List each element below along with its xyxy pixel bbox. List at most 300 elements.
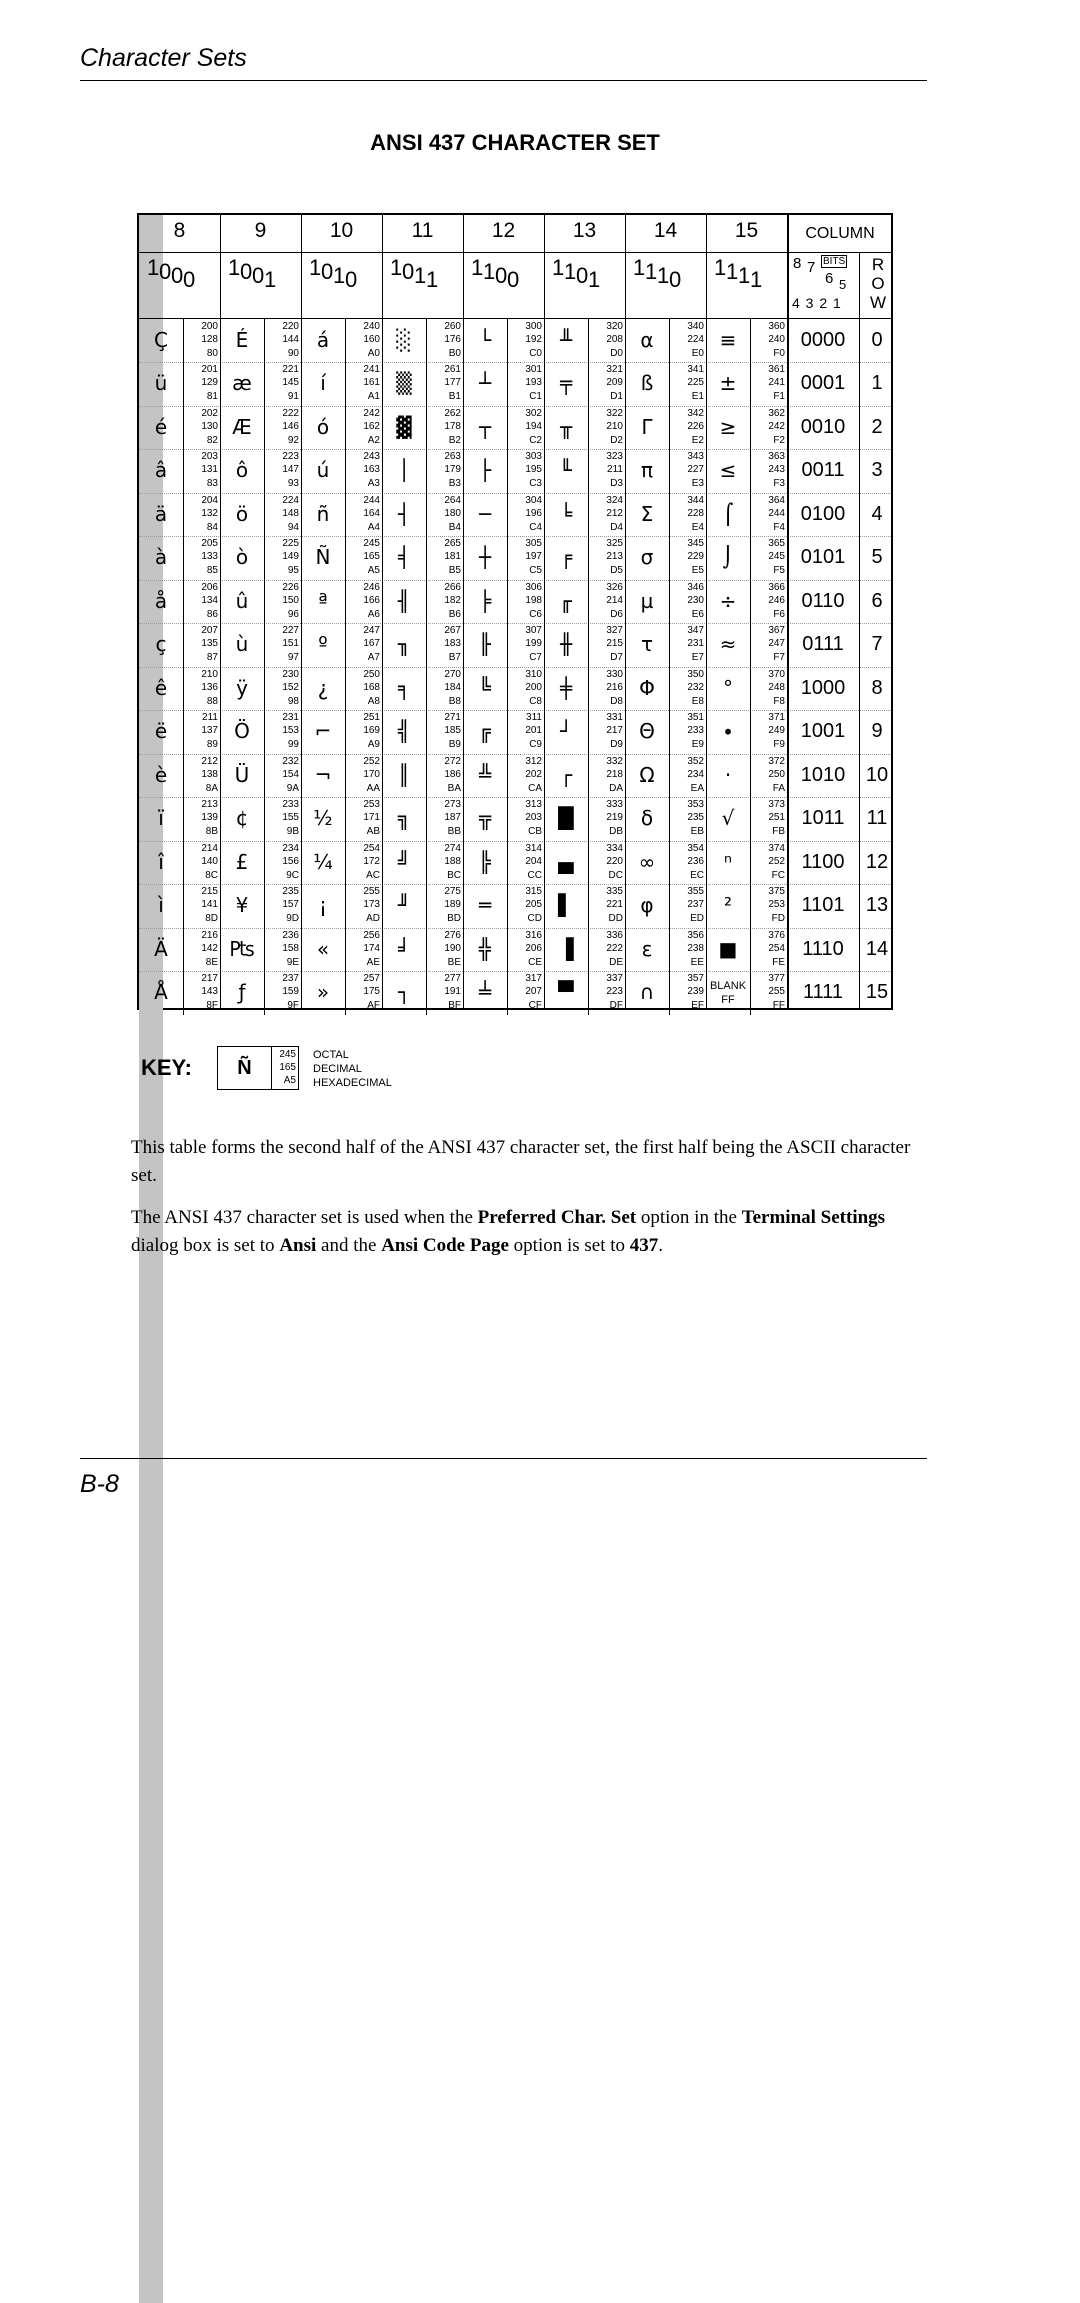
code-octal: 300 (525, 320, 542, 332)
code-octal: 272 (444, 755, 461, 767)
character-glyph: à (154, 545, 168, 569)
character-glyph: ² (723, 893, 733, 917)
code-hex: 91 (287, 391, 299, 402)
code-decimal: 211 (607, 464, 623, 475)
row-number: 4 (871, 502, 883, 525)
code-octal: 242 (363, 407, 380, 419)
row-bits: 0110 (801, 589, 845, 612)
code-octal: 327 (606, 625, 623, 636)
character-glyph: ∩ (639, 980, 655, 1004)
code-octal: 342 (687, 407, 704, 419)
row-number: 1 (871, 372, 883, 394)
code-decimal: 234 (687, 768, 704, 780)
character-glyph: Ñ (315, 545, 331, 569)
row-divider (139, 667, 891, 668)
character-glyph: ò (235, 545, 249, 569)
code-octal: 336 (606, 929, 623, 941)
code-hex: F9 (773, 739, 785, 750)
code-hex: BD (447, 913, 461, 924)
key-hex: A5 (283, 1075, 296, 1086)
code-decimal: 252 (768, 855, 785, 867)
p2-text-6: . (658, 1235, 664, 1256)
character-glyph: ¢ (235, 806, 249, 830)
code-octal: 341 (687, 364, 704, 375)
row-number: 0 (871, 328, 883, 351)
character-glyph: ┘ (559, 719, 573, 743)
code-octal: 377 (768, 973, 785, 984)
code-hex: EC (690, 869, 704, 881)
column-bit: 0 (402, 259, 415, 284)
character-glyph: Θ (639, 719, 655, 743)
row-bits: 0111 (802, 633, 844, 655)
code-decimal: 156 (282, 855, 299, 867)
row-divider (139, 797, 891, 798)
code-hex: FC (771, 869, 785, 881)
column-bit: 1 (738, 263, 751, 288)
p2-text-5: option is set to (508, 1235, 630, 1256)
code-hex: BE (447, 956, 461, 968)
column-bit: 1 (264, 267, 277, 292)
code-decimal: 248 (768, 681, 785, 693)
code-hex: E9 (691, 739, 704, 750)
code-decimal: 172 (363, 855, 380, 867)
code-octal: 227 (282, 625, 299, 636)
character-glyph: ₧ (229, 936, 255, 961)
column-bit: 1 (633, 255, 646, 280)
character-glyph: ╘ (559, 501, 573, 526)
code-decimal: 192 (525, 333, 542, 345)
code-hex: CC (527, 869, 542, 881)
code-decimal: 195 (525, 464, 542, 475)
code-hex: BC (447, 869, 461, 881)
code-decimal: 141 (201, 899, 218, 910)
code-decimal: 220 (606, 855, 623, 867)
code-decimal: 223 (606, 986, 623, 997)
code-decimal: 206 (525, 942, 542, 954)
code-octal: 205 (201, 538, 218, 549)
code-octal: 206 (201, 581, 218, 593)
character-glyph: Γ (641, 414, 653, 439)
character-glyph: ë (154, 719, 168, 743)
code-hex: C9 (529, 739, 542, 750)
row-bits: 1101 (801, 894, 845, 916)
column-bit: 0 (252, 263, 265, 288)
code-hex: B6 (448, 608, 461, 620)
code-octal: 240 (363, 320, 380, 332)
code-hex: 84 (206, 521, 218, 533)
key-desc-octal: OCTAL (313, 1049, 349, 1061)
character-glyph: ╕ (397, 675, 411, 700)
code-decimal: 251 (768, 812, 785, 823)
character-glyph: î (158, 849, 164, 874)
code-octal: 324 (606, 494, 623, 506)
code-octal: 274 (444, 842, 461, 854)
column-bit: 1 (333, 263, 346, 288)
code-divider (750, 319, 751, 1015)
code-hex: 85 (206, 565, 218, 576)
code-octal: 223 (282, 451, 299, 462)
code-octal: 256 (363, 929, 380, 941)
column-bit: 1 (414, 263, 427, 288)
code-hex: 95 (287, 565, 299, 576)
row-bits: 0011 (801, 459, 845, 481)
row-bits: 0010 (800, 415, 846, 438)
code-octal: 235 (282, 886, 299, 897)
code-decimal: 215 (606, 638, 623, 649)
column-divider (544, 215, 545, 1008)
row-divider (139, 406, 891, 407)
code-decimal: 235 (687, 812, 704, 823)
code-octal: 374 (768, 842, 785, 854)
character-glyph: ü (154, 371, 168, 395)
code-hex: F5 (773, 565, 785, 576)
p2-bold-ansi: Ansi (279, 1235, 317, 1256)
code-hex: BA (447, 782, 461, 794)
code-decimal: 212 (606, 507, 623, 519)
code-decimal: 144 (282, 333, 299, 345)
code-divider (345, 319, 346, 1015)
row-number: 12 (865, 850, 889, 873)
code-decimal: 208 (606, 333, 623, 345)
code-hex: 99 (287, 739, 299, 750)
code-octal: 230 (282, 668, 299, 680)
code-decimal: 198 (525, 594, 542, 606)
code-decimal: 173 (363, 899, 380, 910)
code-octal: 215 (201, 886, 218, 897)
code-hex: EA (690, 782, 704, 794)
code-hex: A3 (367, 478, 380, 489)
code-decimal: 184 (444, 681, 461, 693)
column-bit: 1 (552, 255, 565, 280)
code-decimal: 229 (687, 551, 704, 562)
code-octal: 313 (525, 799, 542, 810)
code-hex: 90 (287, 347, 299, 359)
character-glyph: Ö (234, 719, 250, 743)
code-hex: B1 (448, 391, 461, 402)
code-octal: 335 (606, 886, 623, 897)
code-octal: 250 (363, 668, 380, 680)
row-number: 9 (871, 720, 883, 742)
column-bit: 1 (726, 259, 739, 284)
character-glyph: Σ (640, 501, 654, 526)
code-hex: 8A (205, 782, 218, 794)
code-decimal: 168 (363, 681, 380, 693)
character-glyph: ù (235, 632, 249, 656)
row-divider (139, 536, 891, 537)
code-hex: D4 (610, 521, 623, 533)
character-glyph: ╔ (478, 719, 492, 743)
code-decimal: 134 (201, 594, 218, 606)
row-divider (139, 884, 891, 885)
code-decimal: 242 (768, 420, 785, 432)
code-hex: E4 (691, 521, 704, 533)
code-octal: 331 (606, 712, 623, 723)
footer-rule (80, 1458, 927, 1459)
code-hex: CE (528, 956, 542, 968)
column-header-label: COLUMN (805, 225, 875, 242)
code-octal: 234 (282, 842, 299, 854)
page-title: ANSI 437 CHARACTER SET (370, 130, 660, 155)
code-decimal: 139 (201, 812, 218, 823)
code-decimal: 226 (687, 420, 704, 432)
code-hex: A5 (367, 565, 380, 576)
key-label: KEY: (141, 1055, 192, 1080)
code-hex: FE (772, 956, 785, 968)
column-bit: 0 (669, 267, 682, 292)
character-glyph: ¼ (313, 849, 333, 874)
code-hex: 8F (206, 1000, 218, 1011)
code-hex: E3 (691, 478, 704, 489)
code-octal: 306 (525, 581, 542, 593)
column-number: 12 (491, 219, 516, 242)
character-glyph: ╣ (397, 719, 411, 743)
code-hex: C4 (529, 521, 542, 533)
character-glyph: ═ (478, 893, 492, 917)
row-divider (139, 971, 891, 972)
code-octal: 275 (444, 886, 461, 897)
code-hex: D2 (610, 434, 623, 446)
code-octal: 317 (525, 973, 542, 984)
code-octal: 222 (282, 407, 299, 419)
key-box (217, 1046, 299, 1090)
code-decimal: 214 (606, 594, 623, 606)
column-divider (382, 215, 383, 1008)
column-divider (706, 215, 707, 1008)
code-decimal: 201 (525, 725, 542, 736)
code-octal: 372 (768, 755, 785, 767)
code-octal: 353 (687, 799, 704, 810)
column-bit: 1 (426, 267, 439, 292)
code-hex: C7 (529, 652, 542, 663)
character-glyph: ┴ (478, 371, 492, 395)
code-octal: 367 (768, 625, 785, 636)
character-glyph: ┐ (397, 980, 411, 1004)
code-octal: 211 (202, 712, 218, 723)
row-divider (139, 580, 891, 581)
code-hex: 81 (206, 391, 218, 402)
character-glyph: ┌ (559, 762, 573, 787)
code-octal: 345 (687, 538, 704, 549)
character-glyph: │ (397, 458, 411, 482)
code-decimal: 180 (444, 507, 461, 519)
code-hex: FB (772, 826, 785, 837)
column-divider (220, 215, 221, 1008)
code-decimal: 204 (525, 855, 542, 867)
code-decimal: 133 (201, 551, 218, 562)
code-octal: 334 (606, 842, 623, 854)
code-octal: 224 (282, 494, 299, 506)
character-glyph: Φ (639, 675, 655, 700)
character-glyph: Ç (154, 327, 168, 352)
code-decimal: 164 (363, 507, 380, 519)
code-decimal: 207 (525, 986, 542, 997)
bits-7: 7 (807, 259, 816, 276)
key-glyph: Ñ (218, 1047, 272, 1089)
character-glyph: ε (641, 936, 653, 961)
character-glyph: Ω (639, 762, 655, 787)
column-bit: 0 (159, 259, 172, 284)
code-decimal: 140 (201, 855, 218, 867)
code-decimal: 236 (687, 855, 704, 867)
character-glyph: ó (316, 414, 330, 439)
character-glyph: ± (719, 371, 737, 395)
p2-bold-codepage: Ansi Code Page (381, 1235, 509, 1256)
column-number: 14 (653, 219, 678, 242)
row-number: 8 (871, 676, 883, 699)
code-hex: 8D (205, 913, 218, 924)
code-decimal: 249 (768, 725, 785, 736)
character-glyph: δ (640, 806, 654, 830)
row-header-divider (859, 252, 860, 1008)
code-decimal: 237 (687, 899, 704, 910)
code-decimal: 216 (606, 681, 623, 693)
code-hex: FF (772, 1000, 785, 1011)
character-glyph: ⌡ (722, 545, 734, 569)
code-decimal: 219 (606, 812, 623, 823)
code-octal: 237 (282, 973, 299, 984)
code-decimal: 138 (201, 768, 218, 780)
code-hex: CD (527, 913, 542, 924)
character-glyph: Æ (232, 414, 252, 439)
code-hex: D0 (610, 347, 623, 359)
code-hex: D5 (610, 565, 623, 576)
character-glyph: ç (155, 632, 167, 656)
column-bit: 0 (507, 267, 520, 292)
code-octal: 315 (525, 886, 542, 897)
code-octal: 362 (768, 407, 785, 419)
row-divider (139, 623, 891, 624)
character-glyph: Å (154, 980, 168, 1004)
code-decimal: 135 (201, 638, 218, 649)
code-decimal: 129 (201, 377, 218, 388)
character-glyph: ─ (478, 501, 492, 526)
character-glyph: ä (154, 501, 168, 526)
column-bit: 1 (309, 255, 322, 280)
code-decimal: 190 (444, 942, 461, 954)
column-bit: 1 (657, 263, 670, 288)
code-hex: F3 (773, 478, 785, 489)
column-bit: 0 (321, 259, 334, 284)
code-octal: 200 (201, 320, 218, 332)
character-table (137, 213, 893, 1010)
code-hex: B0 (448, 347, 461, 359)
character-glyph: ╪ (559, 675, 573, 700)
code-decimal: 194 (525, 420, 542, 432)
code-octal: 314 (525, 842, 542, 854)
code-hex: A0 (367, 347, 380, 359)
column-bit: 0 (183, 267, 196, 292)
code-hex: 96 (287, 608, 299, 620)
code-octal: 346 (687, 581, 704, 593)
code-octal: 310 (525, 668, 542, 680)
character-glyph: █ (558, 806, 574, 830)
code-hex: F1 (773, 391, 785, 402)
code-decimal: 159 (282, 986, 299, 997)
code-decimal: 202 (525, 768, 542, 780)
code-octal: 347 (687, 625, 704, 636)
character-glyph: ░ (396, 327, 412, 352)
code-hex: EE (690, 956, 704, 968)
character-glyph: µ (640, 588, 654, 613)
code-octal: 344 (687, 494, 704, 506)
code-decimal: 218 (606, 768, 623, 780)
code-decimal: 177 (444, 377, 461, 388)
code-hex: A4 (367, 521, 380, 533)
p2-text-2: option in the (636, 1207, 742, 1228)
code-octal: 243 (363, 451, 380, 462)
code-decimal: 209 (606, 377, 623, 388)
code-decimal: 146 (282, 420, 299, 432)
header-divider (139, 318, 891, 319)
character-glyph: ƒ (238, 980, 246, 1004)
row-number: 15 (865, 981, 889, 1003)
character-glyph: ╦ (478, 806, 492, 830)
code-decimal: 171 (363, 812, 380, 823)
code-octal: 357 (687, 973, 704, 984)
character-glyph: ╚ (478, 675, 492, 700)
code-decimal: 230 (687, 594, 704, 606)
code-hex: C2 (529, 434, 542, 446)
code-octal: 253 (363, 799, 380, 810)
header-divider (139, 252, 891, 253)
key-decimal: 165 (279, 1062, 296, 1073)
code-octal: 266 (444, 581, 461, 593)
p2-text-4: and the (316, 1235, 382, 1256)
character-glyph: ├ (478, 458, 492, 482)
code-decimal: 170 (363, 768, 380, 780)
character-glyph: ß (640, 371, 654, 395)
row-bits: 0101 (800, 546, 846, 568)
code-decimal: 157 (282, 899, 299, 910)
code-hex: F8 (773, 695, 785, 707)
code-octal: 232 (282, 755, 299, 767)
character-glyph: ½ (313, 806, 333, 830)
code-octal: 273 (444, 799, 461, 810)
character-glyph: ╛ (397, 936, 411, 961)
character-glyph: √ (721, 806, 735, 830)
code-decimal: 228 (687, 507, 704, 519)
code-octal: 322 (606, 407, 623, 419)
character-glyph: ╧ (478, 980, 492, 1004)
code-hex: A8 (367, 695, 380, 707)
code-octal: 212 (201, 755, 218, 767)
character-glyph: Ü (234, 762, 250, 787)
code-octal: 201 (201, 364, 218, 375)
column-number: 10 (329, 219, 354, 242)
code-hex: A2 (367, 434, 380, 446)
key-desc-decimal: DECIMAL (313, 1063, 362, 1075)
character-glyph: ╫ (559, 632, 573, 656)
code-decimal: 231 (687, 638, 704, 649)
column-number: 13 (572, 219, 597, 242)
code-octal: 226 (282, 581, 299, 593)
character-glyph: £ (235, 849, 249, 874)
code-octal: 343 (687, 451, 704, 462)
code-hex: 9D (286, 913, 299, 924)
code-hex: 86 (206, 608, 218, 620)
code-decimal: 162 (363, 420, 380, 432)
code-octal: 330 (606, 668, 623, 680)
key-octal: 245 (279, 1049, 296, 1060)
row-bits: 1001 (800, 720, 846, 742)
code-hex: 97 (287, 652, 299, 663)
column-divider (301, 215, 302, 1008)
code-hex: A7 (367, 652, 380, 663)
code-decimal: 148 (282, 507, 299, 519)
code-decimal: 217 (606, 725, 623, 736)
code-hex: BF (448, 1000, 461, 1011)
code-decimal: 255 (768, 986, 785, 997)
